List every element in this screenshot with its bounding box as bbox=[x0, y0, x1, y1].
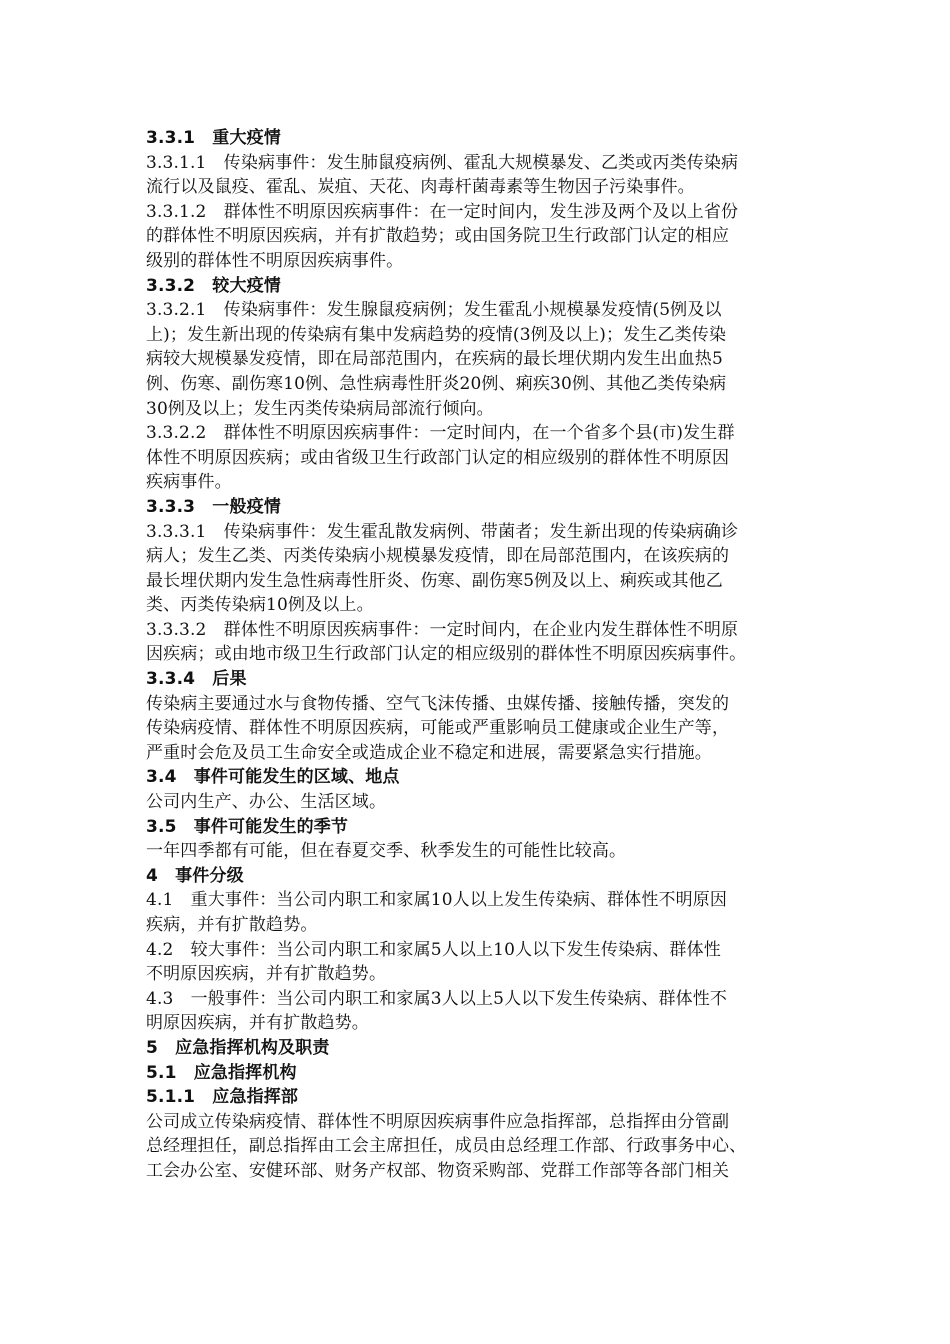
section-heading: 4 事件分级 bbox=[146, 865, 244, 886]
section-heading: 3.5 事件可能发生的季节 bbox=[146, 816, 349, 837]
body-text-line: 总经理担任，副总指挥由工会主席担任，成员由总经理工作部、行政事务中心、 bbox=[146, 1136, 747, 1157]
body-text-line: 传染病主要通过水与食物传播、空气飞沫传播、虫媒传播、接触传播，突发的 bbox=[146, 693, 730, 714]
body-text-line: 不明原因疾病，并有扩散趋势。 bbox=[146, 964, 387, 985]
body-text-line: 3.3.3.1 传染病事件：发生霍乱散发病例、带菌者；发生新出现的传染病确诊 bbox=[146, 521, 739, 542]
body-text-line: 疾病，并有扩散趋势。 bbox=[146, 915, 318, 935]
body-text-line: 3.3.3.2 群体性不明原因疾病事件：一定时间内，在企业内发生群体性不明原 bbox=[146, 619, 739, 640]
section-heading: 5.1.1 应急指挥部 bbox=[146, 1087, 299, 1108]
body-text-line: 4.1 重大事件：当公司内职工和家属10人以上发生传染病、群体性不明原因 bbox=[146, 890, 728, 911]
section-heading: 5 应急指挥机构及职责 bbox=[146, 1037, 330, 1058]
body-text-line: 体性不明原因疾病；或由省级卫生行政部门认定的相应级别的群体性不明原因 bbox=[146, 447, 730, 468]
body-text-line: 3.3.1.1 传染病事件：发生肺鼠疫病例、霍乱大规模暴发、乙类或丙类传染病 bbox=[146, 152, 739, 173]
body-text-line: 例、伤寒、副伤寒10例、急性病毒性肝炎20例、痢疾30例、其他乙类传染病 bbox=[146, 373, 727, 394]
body-text-line: 流行以及鼠疫、霍乱、炭疽、天花、肉毒杆菌毒素等生物因子污染事件。 bbox=[146, 177, 695, 198]
body-text-line: 明原因疾病，并有扩散趋势。 bbox=[146, 1013, 369, 1034]
section-heading: 5.1 应急指挥机构 bbox=[146, 1062, 297, 1083]
body-text-line: 4.3 一般事件：当公司内职工和家属3人以上5人以下发生传染病、群体性不 bbox=[146, 988, 728, 1009]
body-text-line: 公司成立传染病疫情、群体性不明原因疾病事件应急指挥部，总指挥由分管副 bbox=[146, 1111, 730, 1132]
body-text-line: 级别的群体性不明原因疾病事件。 bbox=[146, 250, 404, 271]
body-text-line: 疾病事件。 bbox=[146, 472, 232, 493]
body-text-line: 4.2 较大事件：当公司内职工和家属5人以上10人以下发生传染病、群体性 bbox=[146, 939, 721, 960]
body-text-line: 3.3.2.2 群体性不明原因疾病事件：一定时间内，在一个省多个县(市)发生群 bbox=[146, 423, 735, 444]
body-text-line: 3.3.2.1 传染病事件：发生腺鼠疫病例；发生霍乱小规模暴发疫情(5例及以 bbox=[146, 300, 722, 321]
body-text-line: 类、丙类传染病10例及以上。 bbox=[146, 595, 374, 616]
document-body bbox=[146, 126, 810, 1184]
body-text-line: 一年四季都有可能，但在春夏交季、秋季发生的可能性比较高。 bbox=[146, 841, 627, 862]
body-text-line: 上)；发生新出现的传染病有集中发病趋势的疫情(3例及以上)；发生乙类传染 bbox=[146, 324, 727, 345]
body-text-line: 的群体性不明原因疾病，并有扩散趋势；或由国务院卫生行政部门认定的相应 bbox=[146, 226, 730, 247]
body-text-line: 公司内生产、办公、生活区域。 bbox=[146, 792, 387, 813]
section-heading: 3.3.1 重大疫情 bbox=[146, 128, 281, 148]
body-text-line: 因疾病；或由地市级卫生行政部门认定的相应级别的群体性不明原因疾病事件。 bbox=[146, 644, 747, 665]
body-text-line: 最长埋伏期内发生急性病毒性肝炎、伤寒、副伤寒5例及以上、痢疾或其他乙 bbox=[146, 570, 723, 591]
section-heading: 3.4 事件可能发生的区域、地点 bbox=[146, 767, 400, 788]
section-heading: 3.3.4 后果 bbox=[146, 669, 247, 690]
body-text-line: 严重时会危及员工生命安全或造成企业不稳定和进展，需要紧急实行措施。 bbox=[146, 742, 712, 763]
section-heading: 3.3.2 较大疫情 bbox=[146, 275, 281, 296]
body-text-line: 工会办公室、安健环部、财务产权部、物资采购部、党群工作部等各部门相关 bbox=[146, 1160, 730, 1181]
section-heading: 3.3.3 一般疫情 bbox=[146, 496, 281, 517]
body-text-line: 病人；发生乙类、丙类传染病小规模暴发疫情，即在局部范围内，在该疾病的 bbox=[146, 546, 730, 567]
body-text-line: 病较大规模暴发疫情，即在局部范围内，在疾病的最长埋伏期内发生出血热5 bbox=[146, 349, 723, 370]
body-text-line: 30例及以上；发生丙类传染病局部流行倾向。 bbox=[146, 398, 494, 419]
body-text-line: 3.3.1.2 群体性不明原因疾病事件：在一定时间内，发生涉及两个及以上省份 bbox=[146, 201, 739, 222]
body-text-line: 传染病疫情、群体性不明原因疾病，可能或严重影响员工健康或企业生产等， bbox=[146, 718, 730, 739]
